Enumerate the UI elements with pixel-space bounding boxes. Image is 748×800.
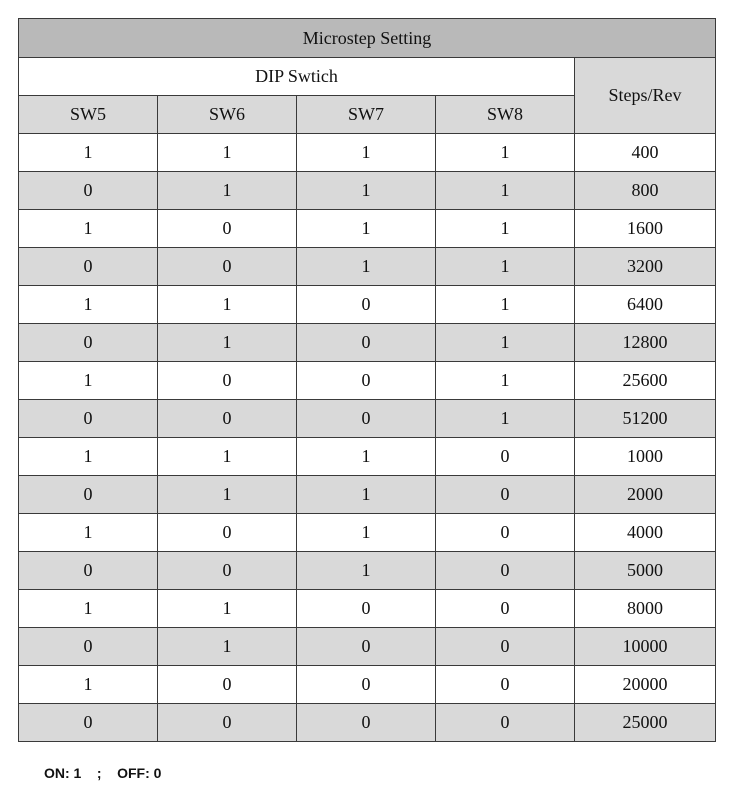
sw8-cell: 1	[436, 286, 575, 324]
sw8-cell: 0	[436, 704, 575, 742]
sw6-cell: 0	[158, 210, 297, 248]
sw5-cell: 0	[19, 552, 158, 590]
table-row	[19, 552, 716, 590]
sw5-cell: 1	[19, 134, 158, 172]
steps-per-rev-cell: 12800	[575, 324, 716, 362]
dip-switch-group-header: DIP Swtich	[19, 58, 575, 96]
steps-per-rev-cell: 8000	[575, 590, 716, 628]
sw5-cell: 1	[19, 362, 158, 400]
table-row	[19, 400, 716, 438]
steps-per-rev-cell: 800	[575, 172, 716, 210]
table-row	[19, 476, 716, 514]
sw8-cell: 1	[436, 134, 575, 172]
table-row	[19, 590, 716, 628]
steps-per-rev-cell: 51200	[575, 400, 716, 438]
microstep-table	[18, 18, 716, 742]
table-row	[19, 286, 716, 324]
title-row	[19, 19, 716, 58]
sw5-cell: 0	[19, 248, 158, 286]
table-row	[19, 628, 716, 666]
sw7-cell: 0	[297, 666, 436, 704]
steps-per-rev-header: Steps/Rev	[575, 58, 716, 134]
sw7-cell: 0	[297, 400, 436, 438]
sw5-cell: 1	[19, 286, 158, 324]
sw7-cell: 0	[297, 590, 436, 628]
table-row	[19, 438, 716, 476]
sw7-header: SW7	[297, 96, 436, 134]
table-row	[19, 134, 716, 172]
steps-per-rev-cell: 5000	[575, 552, 716, 590]
sw5-cell: 0	[19, 476, 158, 514]
sw8-cell: 0	[436, 438, 575, 476]
sw8-cell: 0	[436, 628, 575, 666]
sw7-cell: 1	[297, 476, 436, 514]
sw7-cell: 1	[297, 552, 436, 590]
sw6-cell: 0	[158, 514, 297, 552]
sw7-cell: 1	[297, 438, 436, 476]
sw6-cell: 0	[158, 666, 297, 704]
table-body	[19, 134, 716, 742]
sw8-cell: 0	[436, 666, 575, 704]
sw6-cell: 1	[158, 628, 297, 666]
on-off-legend: ON: 1 ; OFF: 0	[44, 765, 162, 781]
sw6-cell: 0	[158, 362, 297, 400]
sw5-cell: 0	[19, 172, 158, 210]
sw5-cell: 1	[19, 514, 158, 552]
steps-per-rev-cell: 1600	[575, 210, 716, 248]
sw7-cell: 1	[297, 210, 436, 248]
steps-per-rev-cell: 20000	[575, 666, 716, 704]
table-row	[19, 210, 716, 248]
sw8-cell: 1	[436, 400, 575, 438]
steps-per-rev-cell: 4000	[575, 514, 716, 552]
sw7-cell: 0	[297, 286, 436, 324]
sw8-cell: 1	[436, 248, 575, 286]
sw6-cell: 1	[158, 134, 297, 172]
sw8-cell: 0	[436, 552, 575, 590]
sw5-cell: 1	[19, 438, 158, 476]
sw5-cell: 0	[19, 324, 158, 362]
steps-per-rev-cell: 25600	[575, 362, 716, 400]
sw6-cell: 0	[158, 704, 297, 742]
sw7-cell: 1	[297, 514, 436, 552]
steps-per-rev-cell: 10000	[575, 628, 716, 666]
steps-per-rev-cell: 2000	[575, 476, 716, 514]
sw5-cell: 0	[19, 628, 158, 666]
table-row	[19, 248, 716, 286]
sw6-cell: 1	[158, 438, 297, 476]
table-row	[19, 172, 716, 210]
table-row	[19, 324, 716, 362]
table-row	[19, 362, 716, 400]
sw7-cell: 0	[297, 628, 436, 666]
sw7-cell: 0	[297, 324, 436, 362]
sw6-cell: 1	[158, 476, 297, 514]
sw7-cell: 0	[297, 704, 436, 742]
sw7-cell: 1	[297, 172, 436, 210]
sw8-cell: 0	[436, 590, 575, 628]
sw5-cell: 1	[19, 666, 158, 704]
steps-per-rev-cell: 6400	[575, 286, 716, 324]
table-row	[19, 704, 716, 742]
sw8-cell: 0	[436, 514, 575, 552]
sw5-header: SW5	[19, 96, 158, 134]
sw7-cell: 1	[297, 248, 436, 286]
steps-per-rev-cell: 1000	[575, 438, 716, 476]
sw8-cell: 1	[436, 324, 575, 362]
sw6-cell: 0	[158, 552, 297, 590]
sw6-cell: 1	[158, 286, 297, 324]
sw6-cell: 0	[158, 400, 297, 438]
table-row	[19, 514, 716, 552]
steps-per-rev-cell: 400	[575, 134, 716, 172]
sw8-cell: 1	[436, 362, 575, 400]
sw7-cell: 1	[297, 134, 436, 172]
sw8-cell: 1	[436, 172, 575, 210]
group-header-row	[19, 58, 716, 96]
sw6-cell: 1	[158, 590, 297, 628]
sw8-cell: 0	[436, 476, 575, 514]
sw8-cell: 1	[436, 210, 575, 248]
sw6-cell: 1	[158, 172, 297, 210]
sw6-cell: 0	[158, 248, 297, 286]
sw8-header: SW8	[436, 96, 575, 134]
sw5-cell: 0	[19, 400, 158, 438]
steps-per-rev-cell: 25000	[575, 704, 716, 742]
table-title: Microstep Setting	[19, 19, 716, 58]
sw5-cell: 1	[19, 210, 158, 248]
sw5-cell: 0	[19, 704, 158, 742]
sw7-cell: 0	[297, 362, 436, 400]
sw6-cell: 1	[158, 324, 297, 362]
sw6-header: SW6	[158, 96, 297, 134]
sw5-cell: 1	[19, 590, 158, 628]
steps-per-rev-cell: 3200	[575, 248, 716, 286]
table-row	[19, 666, 716, 704]
